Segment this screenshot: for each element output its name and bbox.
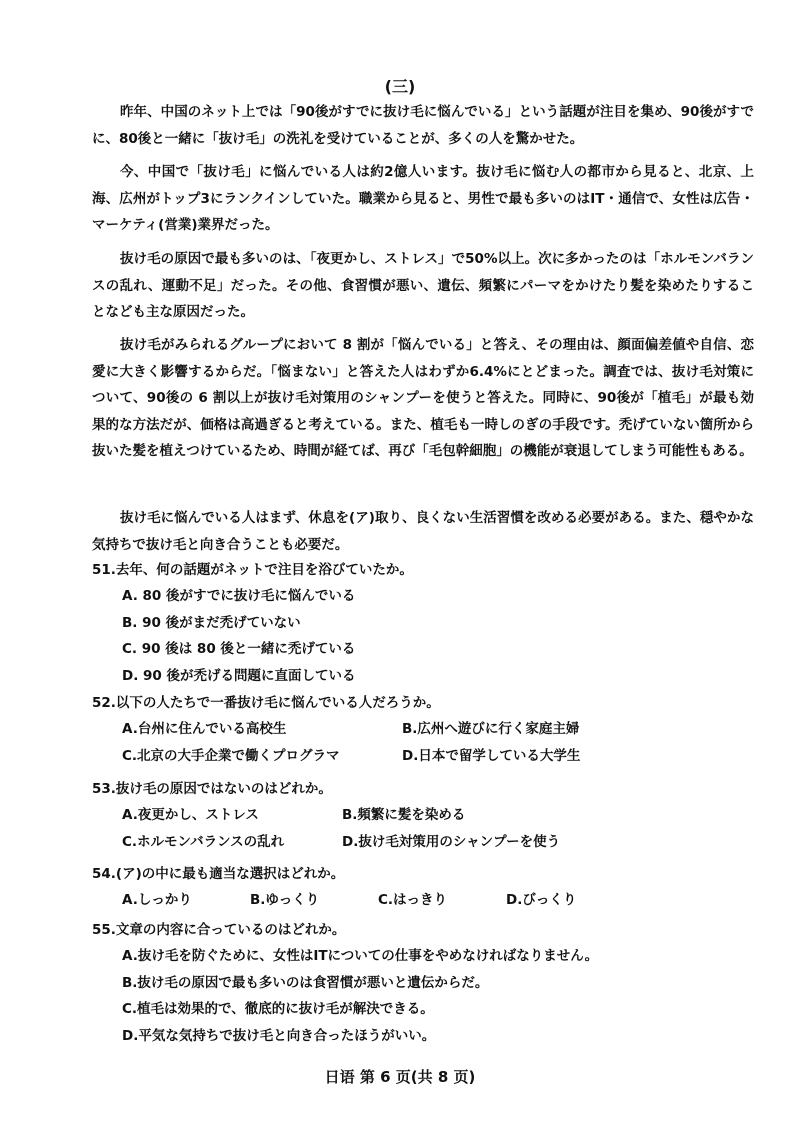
question-52 xyxy=(92,690,772,769)
option-c: C.ホルモンバランスの乱れ xyxy=(122,833,285,850)
passage-paragraph-2 xyxy=(92,159,754,239)
question-54 xyxy=(92,861,772,914)
passage-paragraph-4 xyxy=(92,332,754,465)
option-c: C.はっきり xyxy=(378,892,448,908)
option-b: B.ゆっくり xyxy=(250,892,320,908)
option-d: D.平気な気持ちで抜け毛と向き合ったほうがいい。 xyxy=(122,1027,436,1044)
question-53 xyxy=(92,776,772,855)
option-d: D.抜け毛対策用のシャンプーを使う xyxy=(342,833,561,850)
page-footer: 日语 第 6 页(共 8 页) xyxy=(324,1068,476,1086)
question-stem: 55.文章の内容に合っているのはどれか。 xyxy=(92,922,346,938)
passage-paragraph-5 xyxy=(92,505,754,558)
question-55 xyxy=(92,917,772,1049)
option-row xyxy=(92,716,772,743)
option-c: C.植毛は効果的で、徹底的に抜け毛が解決できる。 xyxy=(122,1001,434,1017)
passage-text: 抜け毛に悩んでいる人はまず、休息を(ア)取り、良くない生活習慣を改める必要がある。また、穏やかな気持ちで抜け毛と向き合うことも必要だ。 xyxy=(92,510,754,553)
passage-text: 抜け毛の原因で最も多いのは、「夜更かし、ストレス」で50%以上。次に多かったのは「ホルモンバランスの乱れ、運動不足」だった。その他、食習慣が悪い、遺伝、頻繁にパーマをかけたり髪を染めたりすることなども主な原因だった。 xyxy=(92,251,754,320)
option-b: B. 90 後がまだ禿げていない xyxy=(122,614,301,631)
option-d: D. 90 後が禿げる問題に直面している xyxy=(122,667,356,684)
option-a: A.しっかり xyxy=(122,892,192,908)
passage-text: 抜け毛がみられるグループにおいて 8 割が「悩んでいる」と答え、その理由は、顔面偏差値や自信、恋愛に大きく影響するからだ。「悩まない」と答えた人はわずか6.4%にとどまった。調査では、抜け毛対策について、90後の 6 割以上が抜け毛対策用のシャンプーを使うと答えた。同時に、90後が「植毛」が最も効果的な方法だが、価格は高過ぎると考えている。また、植毛も一時しのぎの手段です。禿げていない箇所から抜いた髪を植えつけているため、時間が経てば、再び「毛包幹細胞」の機能が衰退してしまう可能性もある。 xyxy=(92,337,754,459)
option-b: B.頻繁に髪を染める xyxy=(342,807,466,823)
option-a: A.抜け毛を防ぐために、女性はITについての仕事をやめなければなりません。 xyxy=(122,948,599,964)
option-b: B.広州へ遊びに行く家庭主婦 xyxy=(402,721,580,737)
option-b: B.抜け毛の原因で最も多いのは食習慣が悪いと遺伝からだ。 xyxy=(122,974,489,991)
passage-text: 今、中国で「抜け毛」に悩んでいる人は約2億人います。抜け毛に悩む人の都市から見ると、北京、上海、広州がトップ3にランクインしていた。職業から見ると、男性で最も多いのはIT・通信で、女性は広告・マーケティ(営業)業界だった。 xyxy=(92,164,754,233)
question-51 xyxy=(92,557,772,689)
option-d: D.びっくり xyxy=(506,892,577,908)
passage-text: 昨年、中国のネット上では「90後がすでに抜け毛に悩んでいる」という話題が注目を集め、90後がすでに、80後と一緒に「抜け毛」の洗礼を受けていることが、多くの人を驚かせた。 xyxy=(92,104,754,147)
section-title: (三) xyxy=(384,77,416,96)
question-stem: 51.去年、何の話題がネットで注目を浴びていたか。 xyxy=(92,562,413,578)
option-row xyxy=(92,887,772,914)
option-row xyxy=(92,802,772,829)
question-stem: 53.抜け毛の原因ではないのはどれか。 xyxy=(92,781,332,797)
option-a: A.台州に住んでいる高校生 xyxy=(122,721,287,737)
option-row xyxy=(92,829,772,856)
option-c: C.北京の大手企業で働くプログラマ xyxy=(122,747,340,764)
option-row xyxy=(92,743,772,770)
question-stem: 52.以下の人たちで一番抜け毛に悩んでいる人だろうか。 xyxy=(92,695,440,711)
option-a: A.夜更かし、ストレス xyxy=(122,807,259,823)
option-a: A. 80 後がすでに抜け毛に悩んでいる xyxy=(122,588,356,604)
option-d: D.日本で留学している大学生 xyxy=(402,747,581,764)
passage-paragraph-3 xyxy=(92,246,754,326)
option-c: C. 90 後は 80 後と一緒に禿げている xyxy=(122,641,356,657)
question-stem: 54.(ア)の中に最も適当な選択はどれか。 xyxy=(92,866,345,882)
passage-paragraph-1 xyxy=(92,99,754,152)
